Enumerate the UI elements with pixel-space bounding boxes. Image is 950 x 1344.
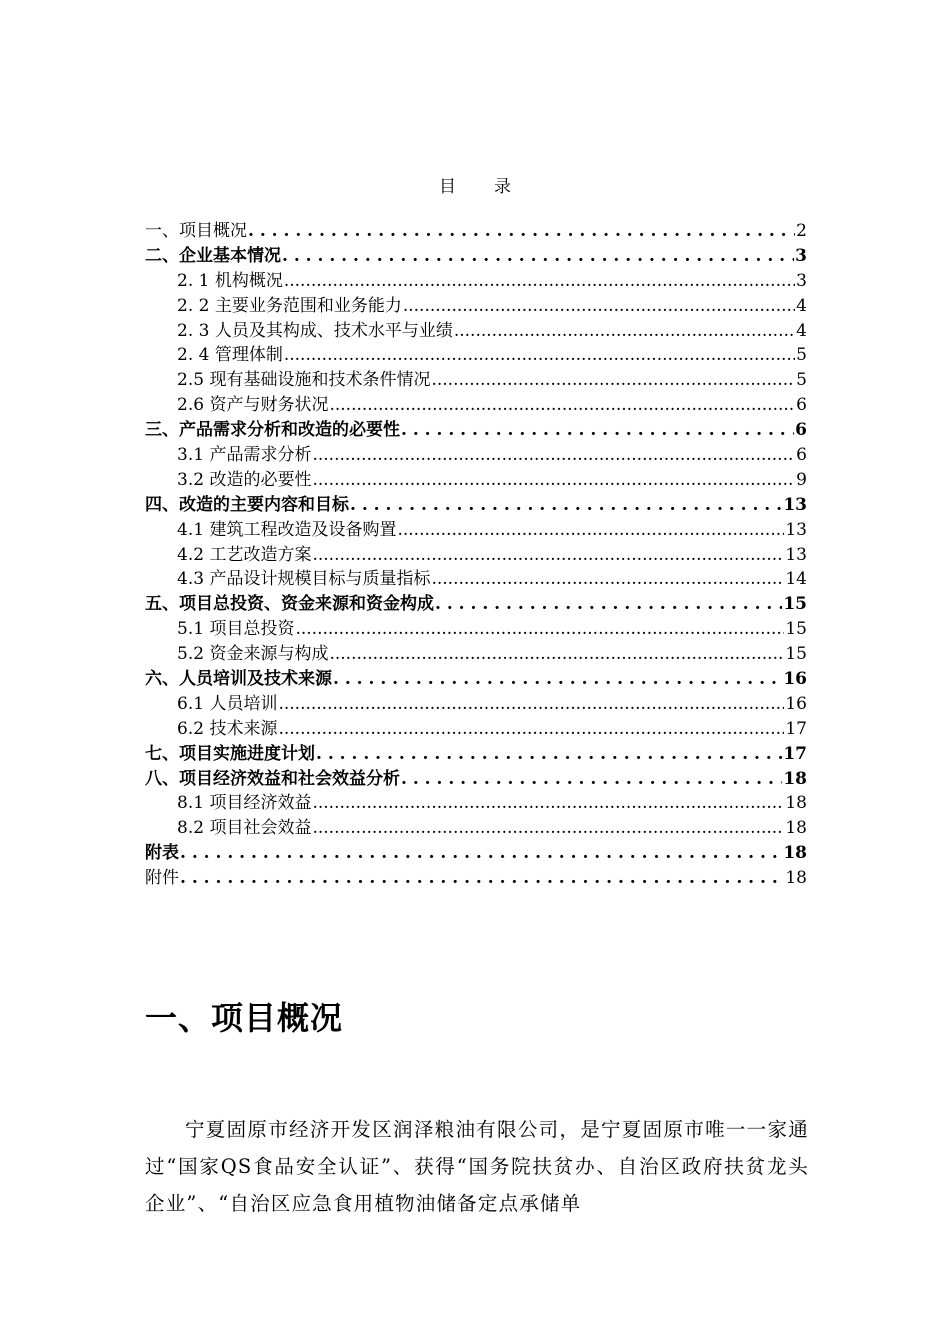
toc-page-number: 16	[783, 669, 807, 690]
toc-page-number: 18	[783, 843, 807, 864]
toc-entry-title: 6.2 技术来源	[177, 718, 278, 739]
toc-dot-leader	[282, 244, 794, 269]
toc-entry-title: 四、改造的主要内容和目标	[145, 494, 349, 515]
toc-dot-leader	[312, 791, 784, 816]
toc-entry-title: 五、项目总投资、资金来源和资金构成	[145, 594, 434, 615]
toc-entry[interactable]	[145, 742, 807, 767]
toc-entry[interactable]	[145, 841, 807, 866]
toc-entry[interactable]	[145, 294, 807, 319]
toc-entry[interactable]	[145, 319, 807, 344]
toc-dot-leader	[278, 717, 784, 742]
toc-page-number: 6	[796, 395, 807, 416]
toc-entry-title: 六、人员培训及技术来源	[145, 669, 332, 690]
toc-entry-title: 5.2 资金来源与构成	[177, 644, 329, 665]
toc-dot-leader	[401, 767, 782, 792]
toc-entry-title: 三、产品需求分析和改造的必要性	[145, 420, 400, 441]
toc-entry[interactable]	[145, 269, 807, 294]
toc-entry-title: 二、企业基本情况	[145, 245, 281, 266]
toc-dot-leader	[312, 468, 795, 493]
toc-entry[interactable]	[145, 866, 807, 891]
toc-page-number: 17	[785, 718, 807, 739]
toc-dot-leader	[180, 841, 782, 866]
toc-dot-leader	[333, 667, 782, 692]
toc-page-number: 3	[795, 245, 807, 266]
toc-entry[interactable]	[145, 791, 807, 816]
toc-entry[interactable]	[145, 617, 807, 642]
table-of-contents	[145, 219, 807, 891]
toc-entry-title: 2. 4 管理体制	[177, 345, 283, 366]
toc-entry-title: 七、项目实施进度计划	[145, 743, 315, 764]
toc-entry-title: 八、项目经济效益和社会效益分析	[145, 768, 400, 789]
toc-dot-leader	[401, 418, 794, 443]
toc-entry[interactable]	[145, 244, 807, 269]
toc-page-number: 3	[796, 270, 807, 291]
toc-entry-title: 3.2 改造的必要性	[177, 469, 312, 490]
toc-page-number: 18	[785, 793, 807, 814]
toc-entry-title: 2.6 资产与财务状况	[177, 395, 329, 416]
toc-dot-leader	[431, 567, 784, 592]
toc-page-number: 5	[796, 370, 807, 391]
toc-dot-leader	[329, 393, 795, 418]
toc-entry-title: 4.3 产品设计规模目标与质量指标	[177, 569, 431, 590]
toc-dot-leader	[284, 343, 795, 368]
toc-entry[interactable]	[145, 443, 807, 468]
toc-page-number: 17	[783, 743, 807, 764]
toc-entry-title: 2. 3 人员及其构成、技术水平与业绩	[177, 320, 453, 341]
toc-entry[interactable]	[145, 493, 807, 518]
toc-page-number: 4	[796, 320, 807, 341]
toc-page-number: 4	[796, 295, 807, 316]
toc-entry-title: 5.1 项目总投资	[177, 619, 295, 640]
toc-entry[interactable]	[145, 343, 807, 368]
toc-page-number: 6	[796, 445, 807, 466]
toc-entry[interactable]	[145, 518, 807, 543]
section-heading: 一、项目概况	[145, 999, 344, 1037]
toc-page-number: 13	[783, 494, 807, 515]
toc-page-number: 18	[785, 868, 807, 889]
toc-dot-leader	[350, 493, 782, 518]
toc-page-number: 18	[785, 818, 807, 839]
toc-entry[interactable]	[145, 667, 807, 692]
toc-entry-title: 2. 2 主要业务范围和业务能力	[177, 295, 402, 316]
toc-entry-title: 3.1 产品需求分析	[177, 445, 312, 466]
toc-page-number: 5	[796, 345, 807, 366]
toc-dot-leader	[248, 219, 795, 244]
toc-page-number: 2	[796, 221, 807, 241]
toc-entry[interactable]	[145, 816, 807, 841]
toc-entry[interactable]	[145, 592, 807, 617]
toc-entry[interactable]	[145, 219, 807, 244]
toc-entry-title: 2.5 现有基础设施和技术条件情况	[177, 370, 431, 391]
toc-page-number: 9	[796, 469, 807, 490]
toc-page-number: 6	[795, 420, 807, 441]
toc-entry[interactable]	[145, 642, 807, 667]
toc-entry-title: 2. 1 机构概况	[177, 270, 283, 291]
toc-page-number: 13	[785, 544, 807, 565]
toc-dot-leader	[295, 617, 784, 642]
toc-entry[interactable]	[145, 418, 807, 443]
toc-dot-leader	[180, 866, 784, 891]
toc-entry[interactable]	[145, 567, 807, 592]
toc-entry[interactable]	[145, 393, 807, 418]
toc-dot-leader	[316, 742, 782, 767]
toc-dot-leader	[312, 543, 784, 568]
toc-page-number: 14	[785, 569, 807, 590]
toc-entry[interactable]	[145, 767, 807, 792]
body-paragraph: 宁夏固原市经济开发区润泽粮油有限公司，是宁夏固原市唯一一家通过“国家QS食品安全认证”、获得“国务院扶贫办、自治区政府扶贫龙头企业”、“自治区应急食用植物油储备定点承储单	[145, 1118, 809, 1215]
toc-page-number: 15	[785, 619, 807, 640]
toc-dot-leader	[431, 368, 795, 393]
toc-entry[interactable]	[145, 368, 807, 393]
toc-page-number: 15	[783, 594, 807, 615]
toc-page-number: 16	[785, 693, 807, 714]
toc-page-number: 15	[785, 644, 807, 665]
toc-dot-leader	[397, 518, 784, 543]
toc-dot-leader	[312, 443, 795, 468]
toc-entry[interactable]	[145, 468, 807, 493]
toc-dot-leader	[312, 816, 784, 841]
toc-entry-title: 8.2 项目社会效益	[177, 818, 312, 839]
toc-entry-title: 附件	[145, 868, 179, 889]
toc-page-number: 18	[783, 768, 807, 789]
toc-dot-leader	[403, 294, 795, 319]
toc-entry-title: 8.1 项目经济效益	[177, 793, 312, 814]
toc-entry[interactable]	[145, 543, 807, 568]
toc-dot-leader	[454, 319, 795, 344]
toc-title: 目录	[439, 177, 549, 197]
toc-entry[interactable]	[145, 717, 807, 742]
toc-dot-leader	[278, 692, 784, 717]
toc-entry-title: 附表	[145, 843, 179, 864]
toc-entry[interactable]	[145, 692, 807, 717]
toc-entry-title: 4.2 工艺改造方案	[177, 544, 312, 565]
toc-entry-title: 4.1 建筑工程改造及设备购置	[177, 519, 397, 540]
toc-page-number: 13	[785, 519, 807, 540]
toc-dot-leader	[284, 269, 795, 294]
toc-entry-title: 6.1 人员培训	[177, 693, 278, 714]
toc-dot-leader	[435, 592, 782, 617]
toc-entry-title: 一、项目概况	[145, 221, 247, 241]
toc-dot-leader	[329, 642, 784, 667]
